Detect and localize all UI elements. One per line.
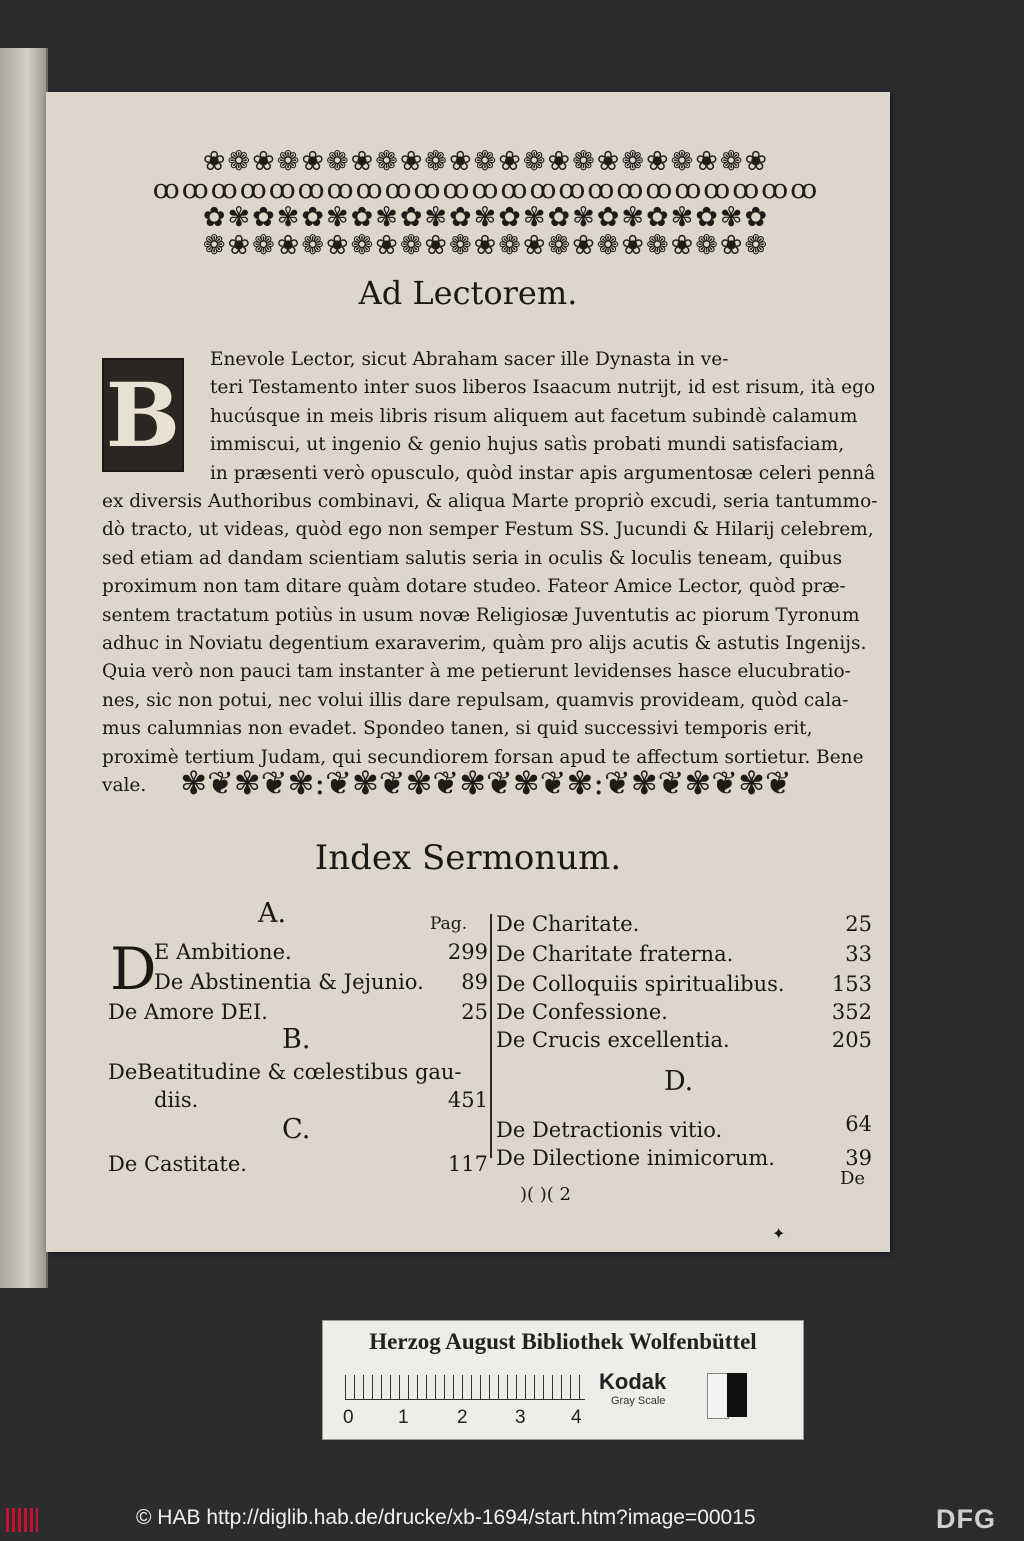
index-page-number: 33 — [845, 942, 872, 966]
index-entry: De Abstinentia & Jejunio. — [154, 970, 424, 994]
index-entry: De Amore DEI. — [108, 1000, 268, 1024]
footer-bar — [0, 1500, 1024, 1541]
preface-line: proximum non tam ditare quàm dotare studeo. Fateor Amice Lector, quòd præ- — [102, 576, 846, 598]
ruler-number: 3 — [515, 1407, 526, 1428]
preface-line: nes, sic non potui, nec volui illis dare repulsam, quamvis provideam, quòd cala- — [102, 689, 849, 711]
printer-mark: ✦ — [772, 1224, 786, 1243]
preface-line: in præsenti verò opusculo, quòd instar apis argumentosæ celeri pennâ — [210, 462, 876, 484]
gray-patch-black — [727, 1373, 747, 1417]
index-entry: De Crucis excellentia. — [496, 1028, 730, 1052]
library-color-scale-card — [322, 1320, 804, 1440]
index-entry: De Dilectione inimicorum. — [496, 1146, 775, 1170]
index-page-number: 25 — [845, 912, 872, 936]
ornament-band-middle: ✾❦✾❦✾:❦✾❦✾❦✾❦✾❦✾:❦✾❦✾❦✾❦ — [180, 764, 792, 802]
preface-line: Enevole Lector, sicut Abraham sacer ille Dynasta in ve- — [210, 349, 729, 370]
preface-line: immiscui, ut ingenio & genio hujus satìs probati mundi satisfaciam, — [210, 434, 845, 456]
preface-line: teri Testamento inter suos liberos Isaacum nutrijt, id est risum, ità ego — [210, 377, 876, 399]
adjacent-page-edge — [0, 48, 48, 1288]
index-letter-heading: A. — [258, 898, 287, 929]
index-page-number: 117 — [447, 1152, 488, 1176]
catchword: De — [840, 1168, 866, 1189]
index-entry: De Confessione. — [496, 1000, 668, 1024]
index-page-number: 153 — [831, 972, 872, 996]
preface-line: hucúsque in meis libris risum aliquem aut facetum subindè calamum — [210, 405, 858, 427]
index-page-number: 205 — [831, 1028, 872, 1052]
gray-scale-label: Gray Scale — [611, 1395, 666, 1407]
index-page-number: 451 — [447, 1088, 488, 1112]
index-large-initial: D — [110, 935, 157, 1003]
index-entry: De Charitate. — [496, 912, 640, 936]
preface-line: dò tracto, ut videas, quòd ego non semper Festum SS. Jucundi & Hilarij celebrem, — [102, 519, 874, 541]
preface-line: mus calumnias non evadet. Spondeo tanen, si quid successivi temporis erit, — [102, 718, 813, 740]
drop-cap-initial: B — [102, 358, 184, 472]
kodak-logo: Kodak — [599, 1369, 667, 1394]
pag-label: Pag. — [430, 914, 468, 934]
column-divider — [490, 914, 492, 1158]
index-entry: E Ambitione. — [154, 940, 292, 964]
ruler-number: 2 — [457, 1407, 468, 1428]
index-letter-heading: C. — [282, 1114, 311, 1145]
index-letter-heading: D. — [664, 1066, 694, 1097]
index-page-number: 64 — [845, 1112, 872, 1136]
signature-mark: )( )( 2 — [520, 1184, 571, 1205]
preface-line: Quia verò non pauci tam instanter à me petierunt levidenses hasce elucubratio- — [102, 661, 851, 683]
index-entry: De Charitate fraterna. — [496, 942, 734, 966]
preface-text — [102, 346, 878, 801]
preface-line: ex diversis Authoribus combinavi, & aliqua Marte propriò excudi, seria tantummo- — [102, 491, 878, 513]
gray-patch-white — [707, 1373, 729, 1419]
index-entry: De Detractionis vitio. — [496, 1118, 723, 1142]
hab-logo-icon — [6, 1508, 38, 1532]
preface-line: vale. — [102, 775, 147, 797]
index-page-number: 39 — [845, 1146, 872, 1170]
preface-line: proximè tertium Judam, qui secundiorem forsan apud te affectum sortietur. Bene — [102, 746, 864, 768]
preface-line: sed etiam ad dandam scientiam salutis seria in oculis & loculis teneam, quibus — [102, 547, 843, 569]
index-entry: DeBeatitudine & cœlestibus gau- — [108, 1060, 462, 1084]
index-entry: De Castitate. — [108, 1152, 247, 1176]
index-page-number: 352 — [831, 1000, 872, 1024]
preface-title: Ad Lectorem. — [358, 274, 578, 312]
ruler-number: 0 — [343, 1407, 354, 1428]
ruler-scale — [345, 1375, 585, 1400]
ruler-number: 1 — [398, 1407, 409, 1428]
book-page — [46, 92, 890, 1252]
index-letter-heading: B. — [282, 1024, 311, 1055]
index-page-number: 25 — [461, 1000, 488, 1024]
preface-line: adhuc in Noviatu degentium exaraverim, quàm pro alijs acutis & astutis Ingenijs. — [102, 633, 867, 655]
preface-line: sentem tractatum potiùs in usum novæ Religiosæ Juventutis ac piorum Tyronum — [102, 604, 860, 626]
index-entry: De Colloquiis spiritualibus. — [496, 972, 785, 996]
index-title: Index Sermonum. — [314, 838, 622, 878]
index-page-number: 299 — [447, 940, 488, 964]
ornament-band-top: ❀❁❀❁❀❁❀❁❀❁❀❁❀❁❀❁❀❁❀❁❀❁❀ ꝏꝏꝏꝏꝏꝏꝏꝏꝏꝏꝏꝏꝏꝏꝏꝏꝏꝏꝏꝏꝏꝏꝏ ✿✾✿✾✿✾✿✾✿✾✿✾✿✾✿✾✿✾✿✾✿✾✿ ❁❀❁❀❁❀❁❀❁❀❁❀❁❀❁❀❁❀❁❀❁❀❁ — [152, 148, 820, 260]
index-entry: diis. — [154, 1088, 199, 1112]
dfg-logo: DFG — [936, 1504, 996, 1534]
library-name: Herzog August Bibliothek Wolfenbüttel — [369, 1329, 757, 1354]
ruler-number: 4 — [571, 1407, 582, 1428]
footer-copyright-link[interactable]: © HAB http://diglib.hab.de/drucke/xb-1694/start.htm?image=00015 — [136, 1506, 756, 1529]
index-page-number: 89 — [461, 970, 488, 994]
